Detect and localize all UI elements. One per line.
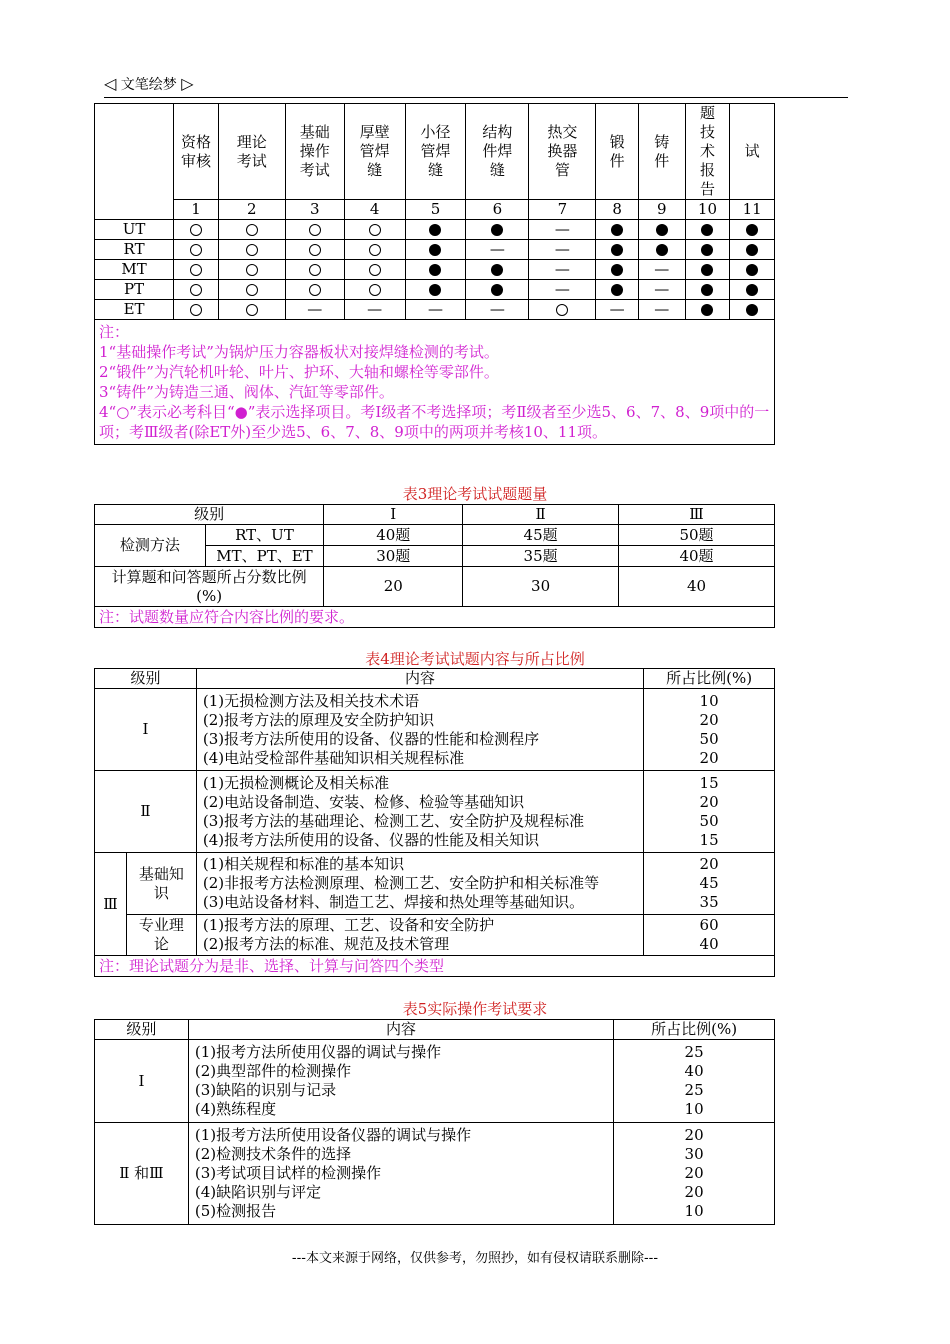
ratio-line: 15 xyxy=(699,773,719,792)
method-row-name: RT、UT xyxy=(205,525,324,546)
level-1-ratios xyxy=(644,689,775,771)
method-row xyxy=(95,240,775,260)
optional-mark-cell xyxy=(466,280,529,300)
ratio-line: 50 xyxy=(699,729,719,748)
table2-notes xyxy=(95,320,775,445)
calc-label: 计算题和问答题所占分数比例(%) xyxy=(95,567,324,607)
level-1-cell: Ⅰ xyxy=(95,1040,189,1123)
optional-mark-cell xyxy=(730,300,775,320)
note-line: 1“基础操作考试”为锅炉压力容器板状对接焊缝检测的考试。 xyxy=(99,343,499,361)
not-applicable-cell: — xyxy=(596,300,639,320)
subject-number-row xyxy=(95,200,775,220)
filled-circle-icon xyxy=(611,244,623,256)
method-row xyxy=(95,280,775,300)
page-footer: ---本文来源于网络，仅供参考，勿照抄，如有侵权请联系删除--- xyxy=(291,1251,659,1266)
not-applicable-cell: — xyxy=(529,260,596,280)
optional-mark-cell xyxy=(685,300,730,320)
required-mark-cell xyxy=(344,240,405,260)
not-applicable-cell: — xyxy=(529,280,596,300)
not-applicable-cell: — xyxy=(285,300,344,320)
circle-icon xyxy=(190,284,202,296)
circle-icon xyxy=(190,244,202,256)
subject-header-cell xyxy=(174,104,219,200)
not-applicable-cell: — xyxy=(529,240,596,260)
filled-circle-icon xyxy=(611,264,623,276)
content-line: (1)无损检测概论及相关标准 xyxy=(202,773,390,792)
required-mark-cell xyxy=(218,300,285,320)
not-applicable-cell: — xyxy=(466,240,529,260)
level-3-cell: Ⅲ xyxy=(95,853,127,956)
optional-mark-cell xyxy=(685,220,730,240)
subject-header-cell xyxy=(344,104,405,200)
count-cell: 50题 xyxy=(619,525,775,546)
subject-header-text: 结构件焊缝 xyxy=(482,123,513,179)
header-content: 内容 xyxy=(188,1020,613,1040)
filled-circle-icon xyxy=(491,264,503,276)
ratio-line: 30 xyxy=(684,1145,704,1163)
subject-header-cell xyxy=(218,104,285,200)
table4-note: 注：理论试题分为是非、选择、计算与问答四个类型 xyxy=(95,956,775,977)
required-mark-cell xyxy=(285,280,344,300)
subject-number-cell: 7 xyxy=(529,200,596,220)
calc-value: 30 xyxy=(463,567,619,607)
ratio-line: 20 xyxy=(699,855,719,873)
ratio-line: 10 xyxy=(684,1202,704,1220)
ratio-line: 45 xyxy=(699,874,719,892)
note-line: 注： xyxy=(99,323,130,341)
filled-circle-icon xyxy=(746,224,758,236)
optional-mark-cell xyxy=(730,280,775,300)
level-1-ratios xyxy=(614,1040,775,1123)
filled-circle-icon xyxy=(429,284,441,296)
sublevel-label: 专业理论 xyxy=(138,916,184,953)
filled-circle-icon xyxy=(701,284,713,296)
subject-number-cell: 6 xyxy=(466,200,529,220)
required-mark-cell xyxy=(174,240,219,260)
circle-icon xyxy=(309,264,321,276)
content-line: (2)非报考方法检测原理、检测工艺、安全防护和相关标准等 xyxy=(202,874,600,892)
method-row xyxy=(95,260,775,280)
filled-circle-icon xyxy=(656,224,668,236)
required-mark-cell xyxy=(285,260,344,280)
circle-icon xyxy=(190,264,202,276)
calc-value: 20 xyxy=(324,567,463,607)
required-mark-cell xyxy=(285,240,344,260)
level-3a-ratios xyxy=(644,853,775,915)
level-2-cell: Ⅱ xyxy=(95,771,197,853)
brand-text: 文笔绘梦 xyxy=(120,77,177,93)
optional-mark-cell xyxy=(596,260,639,280)
not-applicable-cell: — xyxy=(638,280,685,300)
blank-header-cell xyxy=(95,104,174,220)
circle-icon xyxy=(556,304,568,316)
filled-circle-icon xyxy=(746,244,758,256)
sublevel-label: 基础知识 xyxy=(138,864,184,902)
theory-content-table xyxy=(94,668,775,977)
optional-mark-cell xyxy=(405,240,466,260)
optional-mark-cell xyxy=(466,260,529,280)
content-line: (4)电站受检部件基础知识相关规程标准 xyxy=(202,748,465,767)
level-1-cell: Ⅰ xyxy=(95,689,197,771)
subject-header-text: 资格审核 xyxy=(180,132,211,170)
optional-mark-cell xyxy=(466,220,529,240)
subject-header-text: 试 xyxy=(744,142,760,160)
count-cell: 35题 xyxy=(463,546,619,567)
level-1: Ⅰ xyxy=(324,505,463,525)
content-line: (4)熟练程度 xyxy=(194,1100,277,1118)
circle-icon xyxy=(369,284,381,296)
subject-header-text: 热交换器管 xyxy=(547,123,578,179)
subject-header-cell xyxy=(730,104,775,200)
subject-number-cell: 1 xyxy=(174,200,219,220)
table3-caption: 表3理论考试试题题量 xyxy=(402,485,548,503)
subject-header-text: 锻件 xyxy=(609,132,625,170)
required-mark-cell xyxy=(344,260,405,280)
subject-header-cell xyxy=(596,104,639,200)
not-applicable-cell: — xyxy=(344,300,405,320)
level-3: Ⅲ xyxy=(619,505,775,525)
optional-mark-cell xyxy=(685,280,730,300)
level-2: Ⅱ xyxy=(463,505,619,525)
not-applicable-cell: — xyxy=(638,300,685,320)
content-line: (3)考试项目试样的检测操作 xyxy=(194,1164,382,1182)
required-mark-cell xyxy=(285,220,344,240)
ratio-line: 40 xyxy=(684,1062,704,1080)
method-row-name: MT、PT、ET xyxy=(205,546,324,567)
subject-number-cell: 9 xyxy=(638,200,685,220)
count-cell: 40题 xyxy=(619,546,775,567)
content-line: (2)报考方法的标准、规范及技术管理 xyxy=(202,935,450,953)
level-label: 级别 xyxy=(95,505,324,525)
circle-icon xyxy=(246,304,258,316)
not-applicable-cell: — xyxy=(529,220,596,240)
optional-mark-cell xyxy=(685,260,730,280)
content-line: (2)典型部件的检测操作 xyxy=(194,1062,352,1080)
question-count-table xyxy=(94,504,775,628)
level-1-content xyxy=(188,1040,613,1123)
not-applicable-cell: — xyxy=(638,260,685,280)
subject-header-row xyxy=(95,104,775,200)
ratio-line: 20 xyxy=(699,792,719,811)
level-2-content xyxy=(196,771,643,853)
content-line: (2)检测技术条件的选择 xyxy=(194,1145,352,1163)
content-line: (1)相关规程和标准的基本知识 xyxy=(202,855,405,873)
ratio-line: 50 xyxy=(699,811,719,830)
header-content: 内容 xyxy=(196,669,643,689)
level-3b-label xyxy=(126,915,196,956)
circle-icon xyxy=(190,304,202,316)
content-line: (1)报考方法的原理、工艺、设备和安全防护 xyxy=(202,916,495,934)
method-name-cell: UT xyxy=(95,220,174,240)
ratio-line: 20 xyxy=(684,1183,704,1201)
content-line: (3)电站设备材料、制造工艺、焊接和热处理等基础知识。 xyxy=(202,893,585,911)
circle-icon xyxy=(246,264,258,276)
circle-icon xyxy=(369,224,381,236)
header-ratio: 所占比例(%) xyxy=(644,669,775,689)
table3-note: 注：试题数量应符合内容比例的要求。 xyxy=(95,607,775,628)
required-mark-cell xyxy=(174,300,219,320)
subject-number-cell: 5 xyxy=(405,200,466,220)
filled-circle-icon xyxy=(429,224,441,236)
content-line: (1)报考方法所使用仪器的调试与操作 xyxy=(194,1043,442,1061)
table5-caption: 表5实际操作考试要求 xyxy=(402,1000,548,1018)
filled-circle-icon xyxy=(429,244,441,256)
ratio-line: 15 xyxy=(699,830,719,849)
content-line: (4)报考方法所使用的设备、仪器的性能及相关知识 xyxy=(202,830,540,849)
ratio-line: 10 xyxy=(699,691,719,710)
subject-header-cell xyxy=(466,104,529,200)
ratio-line: 40 xyxy=(699,935,719,953)
optional-mark-cell xyxy=(596,280,639,300)
optional-mark-cell xyxy=(685,240,730,260)
content-line: (2)报考方法的原理及安全防护知识 xyxy=(202,710,435,729)
note-line: 2“锻件”为汽轮机叶轮、叶片、护环、大轴和螺栓等零部件。 xyxy=(99,363,499,381)
subject-number-cell: 10 xyxy=(685,200,730,220)
optional-mark-cell xyxy=(730,220,775,240)
header-level: 级别 xyxy=(95,669,197,689)
ratio-line: 35 xyxy=(699,893,719,911)
level-3a-content xyxy=(196,853,643,915)
level-3b-content xyxy=(196,915,643,956)
filled-circle-icon xyxy=(611,284,623,296)
not-applicable-cell: — xyxy=(405,300,466,320)
content-line: (2)电站设备制造、安装、检修、检验等基础知识 xyxy=(202,792,525,811)
required-mark-cell xyxy=(218,280,285,300)
ratio-line: 25 xyxy=(684,1043,704,1061)
content-line: (4)缺陷识别与评定 xyxy=(194,1183,322,1201)
ratio-line: 20 xyxy=(684,1164,704,1182)
ratio-line: 60 xyxy=(699,916,719,934)
method-name-cell: RT xyxy=(95,240,174,260)
circle-icon xyxy=(246,244,258,256)
optional-mark-cell xyxy=(638,220,685,240)
ratio-line: 20 xyxy=(684,1126,704,1144)
content-line: (3)报考方法所使用的设备、仪器的性能和检测程序 xyxy=(202,729,540,748)
required-mark-cell xyxy=(529,300,596,320)
optional-mark-cell xyxy=(405,280,466,300)
content-line: (1)报考方法所使用设备仪器的调试与操作 xyxy=(194,1126,472,1144)
right-triangle-icon: ▷ xyxy=(181,74,194,93)
level-2-3-ratios xyxy=(614,1123,775,1225)
ratio-line: 20 xyxy=(699,748,719,767)
level-2-ratios xyxy=(644,771,775,853)
subject-header-cell xyxy=(638,104,685,200)
level-1-content xyxy=(196,689,643,771)
required-mark-cell xyxy=(344,280,405,300)
method-name-cell: ET xyxy=(95,300,174,320)
subject-header-text: 厚壁管焊缝 xyxy=(359,123,390,179)
method-label: 检测方法 xyxy=(95,525,206,567)
filled-circle-icon xyxy=(656,244,668,256)
page-header xyxy=(104,74,194,94)
header-level: 级别 xyxy=(95,1020,189,1040)
filled-circle-icon xyxy=(701,244,713,256)
content-line: (5)检测报告 xyxy=(194,1202,277,1220)
required-mark-cell xyxy=(218,260,285,280)
filled-circle-icon xyxy=(701,304,713,316)
filled-circle-icon xyxy=(746,284,758,296)
filled-circle-icon xyxy=(746,304,758,316)
subject-number-cell: 11 xyxy=(730,200,775,220)
header-ratio: 所占比例(%) xyxy=(614,1020,775,1040)
method-row xyxy=(95,300,775,320)
optional-mark-cell xyxy=(730,240,775,260)
filled-circle-icon xyxy=(701,264,713,276)
circle-icon xyxy=(309,244,321,256)
subject-number-cell: 4 xyxy=(344,200,405,220)
filled-circle-icon xyxy=(701,224,713,236)
level-2-3-cell: Ⅱ 和Ⅲ xyxy=(95,1123,189,1225)
required-mark-cell xyxy=(174,220,219,240)
required-mark-cell xyxy=(344,220,405,240)
circle-icon xyxy=(246,284,258,296)
left-triangle-icon: ◁ xyxy=(104,74,117,93)
method-row xyxy=(95,220,775,240)
filled-circle-icon xyxy=(746,264,758,276)
ratio-line: 25 xyxy=(684,1081,704,1099)
method-name-cell: MT xyxy=(95,260,174,280)
note-line: 4“○”表示必考科目“●”表示选择项目。考Ⅰ级者不考选择项；考Ⅱ级者至少选5、6、7、8、9项中的一项；考Ⅲ级者(除ET外)至少选5、6、7、8、9项中的两项并考核10、11项。 xyxy=(99,403,770,441)
optional-mark-cell xyxy=(638,240,685,260)
content-line: (3)缺陷的识别与记录 xyxy=(194,1081,337,1099)
count-cell: 30题 xyxy=(324,546,463,567)
filled-circle-icon xyxy=(611,224,623,236)
optional-mark-cell xyxy=(730,260,775,280)
subject-number-cell: 3 xyxy=(285,200,344,220)
optional-mark-cell xyxy=(596,220,639,240)
required-mark-cell xyxy=(218,240,285,260)
header-rule xyxy=(104,97,848,98)
subject-header-text: 理论考试 xyxy=(236,132,267,170)
circle-icon xyxy=(369,264,381,276)
content-line: (3)报考方法的基础理论、检测工艺、安全防护及规程标准 xyxy=(202,811,585,830)
note-line: 3“铸件”为铸造三通、阀体、汽缸等零部件。 xyxy=(99,383,394,401)
count-cell: 45题 xyxy=(463,525,619,546)
calc-value: 40 xyxy=(619,567,775,607)
required-mark-cell xyxy=(174,280,219,300)
filled-circle-icon xyxy=(491,284,503,296)
subject-number-cell: 8 xyxy=(596,200,639,220)
subject-header-text: 基础操作考试 xyxy=(299,123,330,179)
circle-icon xyxy=(246,224,258,236)
subject-header-cell xyxy=(685,104,730,200)
subject-number-cell: 2 xyxy=(218,200,285,220)
circle-icon xyxy=(190,224,202,236)
circle-icon xyxy=(369,244,381,256)
exam-subjects-table xyxy=(94,103,775,445)
required-mark-cell xyxy=(174,260,219,280)
practical-exam-table xyxy=(94,1019,775,1225)
subject-header-cell xyxy=(285,104,344,200)
filled-circle-icon xyxy=(429,264,441,276)
subject-header-cell xyxy=(529,104,596,200)
method-name-cell: PT xyxy=(95,280,174,300)
circle-icon xyxy=(309,284,321,296)
ratio-line: 20 xyxy=(699,710,719,729)
count-cell: 40题 xyxy=(324,525,463,546)
content-line: (1)无损检测方法及相关技术术语 xyxy=(202,691,420,710)
level-3b-ratios xyxy=(644,915,775,956)
subject-header-text: 小径管焊缝 xyxy=(420,123,451,179)
ratio-line: 10 xyxy=(684,1100,704,1118)
subject-header-text: 题技术报告 xyxy=(699,104,715,198)
filled-circle-icon xyxy=(491,224,503,236)
optional-mark-cell xyxy=(596,240,639,260)
not-applicable-cell: — xyxy=(466,300,529,320)
table4-caption: 表4理论考试试题内容与所占比例 xyxy=(365,650,585,668)
required-mark-cell xyxy=(218,220,285,240)
level-2-3-content xyxy=(188,1123,613,1225)
optional-mark-cell xyxy=(405,220,466,240)
subject-header-cell xyxy=(405,104,466,200)
optional-mark-cell xyxy=(405,260,466,280)
level-3a-label xyxy=(126,853,196,915)
subject-header-text: 铸件 xyxy=(654,132,670,170)
circle-icon xyxy=(309,224,321,236)
